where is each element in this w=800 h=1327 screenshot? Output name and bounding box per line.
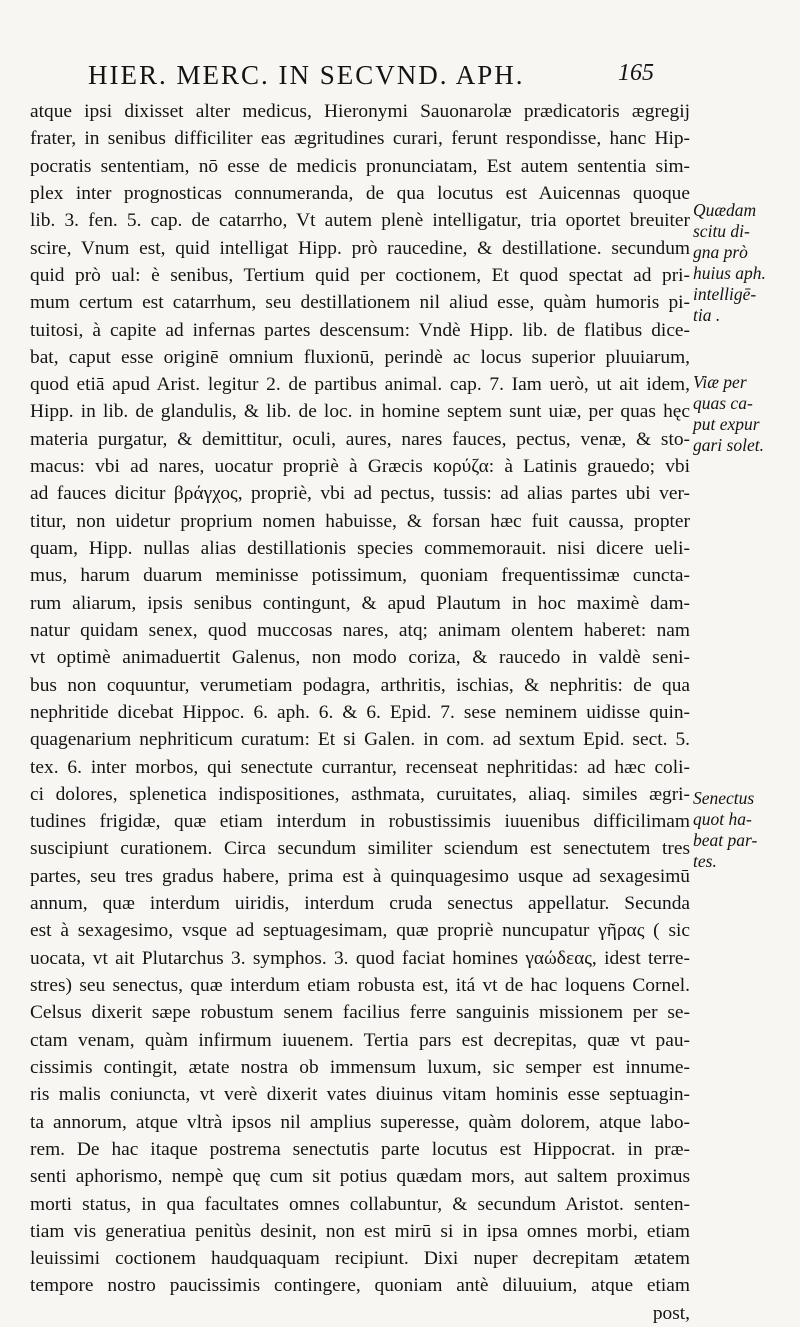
text-line: tiam vis generatiua penitùs desinit, non est mirū si in ipsa omnes morbi, etiam <box>30 1220 690 1242</box>
margin-note-line: gna prò <box>693 242 748 262</box>
text-line: lib. 3. fen. 5. cap. de catarrho, Vt autem plenè intelligatur, tria oportet breuiter <box>30 210 690 232</box>
margin-note-line: quas ca- <box>693 393 753 413</box>
text-line: materia purgatur, & demittitur, oculi, aures, nares fauces, pectus, venæ, & sto- <box>30 428 690 450</box>
text-line: Hipp. in lib. de glandulis, & lib. de loc. in homine septem sunt uiæ, per quas hęc <box>30 401 690 423</box>
text-line: frater, in senibus difficiliter eas ægritudines curari, ferunt respondisse, hanc Hip- <box>30 128 690 150</box>
text-line: natur quidam senex, quod muccosas nares, atq; animam olentem haberet: nam <box>30 619 690 641</box>
text-line: ta annorum, atque vltrà ipsos nil amplius superesse, quàm dolorem, atque labo- <box>30 1111 690 1133</box>
text-line: partes, seu tres gradus habere, prima est à quinquagesimo usque ad sexagesimū <box>30 865 690 887</box>
margin-note <box>693 200 793 326</box>
margin-note-line: quot ha- <box>693 809 752 829</box>
margin-note-line: Viæ per <box>693 372 747 392</box>
running-head: HIER. MERC. IN SECVND. APH. <box>88 60 525 90</box>
text-line: rum aliarum, ipsis senibus contingunt, & apud Plautum in hoc maximè dam- <box>30 592 690 614</box>
text-line: senti aphorismo, nempè quę cum sit potius quædam mors, aut saltem proximus <box>30 1166 690 1188</box>
text-line: tuitosi, à capite ad infernas partes descensum: Vndè Hipp. lib. de flatibus dice- <box>30 319 690 341</box>
text-line: tempore nostro paucissimis contingere, quoniam antè diluuium, atque etiam <box>30 1275 690 1297</box>
text-line: bat, caput esse originē omnium fluxionū, perindè ac locus superior pluuiarum, <box>30 346 690 368</box>
text-line: scire, Vnum est, quid intelligat Hipp. prò raucedine, & destillatione. secundum <box>30 237 690 259</box>
text-line: quagenarium nephriticum curatum: Et si Galen. in com. ad sextum Epid. sect. 5. <box>30 729 690 751</box>
catchword: post, <box>652 1302 690 1324</box>
text-line: morti status, in qua facultates omnes collabuntur, & secundum Aristot. senten- <box>30 1193 690 1215</box>
text-line: titur, non uidetur proprium nomen habuisse, & forsan hæc fuit caussa, propter <box>30 510 690 532</box>
margin-note-line: Senectus <box>693 788 755 808</box>
margin-note <box>693 788 793 872</box>
text-line: quod etiā apud Arist. legitur 2. de partibus animal. cap. 7. Iam uerò, ut ait idem, <box>30 374 690 396</box>
margin-note-line: tia . <box>693 305 721 325</box>
margin-note-line: Quædam <box>693 200 757 220</box>
text-line: atque ipsi dixisset alter medicus, Hieronymi Sauonarolæ prædicatoris ægregij <box>30 101 690 122</box>
margin-note-line: gari solet. <box>693 435 764 455</box>
text-line: cissimis contingit, ætate nostra ob immensum luxum, sic semper est innume- <box>30 1056 690 1078</box>
text-line: leuissimi coctionem haudquaquam recipiunt. Dixi nuper decrepitam ætatem <box>30 1248 690 1270</box>
margin-note-line: beat par- <box>693 830 758 850</box>
text-line: rem. De hac itaque postrema senectutis parte locutus est Hippocrat. in præ- <box>30 1138 690 1160</box>
text-line: tex. 6. inter morbos, qui senectute currantur, recenseat nephritidas: ad hæc coli- <box>30 756 690 778</box>
margin-note-line: tes. <box>693 851 717 871</box>
margin-note-line: scitu di- <box>693 221 750 241</box>
text-line: nephritide dicebat Hippoc. 6. aph. 6. & 6. Epid. 7. sese neminem uidisse quin- <box>30 701 690 723</box>
text-line: Celsus dixerit sæpe robustum senem facilius ferre sanguinis missionem per se- <box>30 1002 690 1024</box>
text-line: annum, quæ interdum uiridis, interdum cruda senectus appellatur. Secunda <box>30 893 690 915</box>
text-line: bus non coquuntur, verumetiam podagra, arthritis, ischias, & nephritis: de qua <box>30 674 690 696</box>
text-line: macus: vbi ad nares, uocatur propriè à Græcis κορύζα: à Latinis grauedo; vbi <box>30 456 690 478</box>
text-line: quid prò ual: è senibus, Tertium quid per coctionem, Et quod spectat ad pri- <box>30 264 690 286</box>
text-line: pocratis sententiam, nō esse de medicis pronunciatam, Est autem sententia sim- <box>30 155 690 177</box>
text-line: stres) seu senectus, quæ interdum etiam robusta est, itá vt de hac loquens Cornel. <box>30 975 690 996</box>
margin-note-line: put expur <box>693 414 760 434</box>
body-text <box>30 98 690 1327</box>
text-line: plex inter prognosticas connumeranda, de qua locutus est Auicennas quoque <box>30 182 690 204</box>
text-line: ctam venam, quàm infirmum iuuenem. Tertia pars est decrepitas, quæ vt pau- <box>30 1029 690 1051</box>
margin-note-line: intelligē- <box>693 284 757 304</box>
text-line: ad fauces dicitur βράγχος, propriè, vbi ad pectus, tussis: ad alias partes ubi ver- <box>30 483 690 505</box>
text-line: mus, harum duarum meminisse potissimum, quoniam frequentissimæ cuncta- <box>30 565 690 587</box>
text-line: ris malis coniuncta, vt verè dixerit vates diuinus vitam hominis esse septuagin- <box>30 1084 690 1106</box>
text-line: suscipiunt curationem. Circa secundum similiter sciendum est senectutem tres <box>30 838 690 860</box>
text-line: est à sexagesimo, vsque ad septuagesimam, quæ propriè nuncupatur γῆρας ( sic <box>30 920 690 942</box>
text-line: ci dolores, splenetica indispositiones, asthmata, curuitates, aliaq. similes ægri- <box>30 783 690 805</box>
page-number: 165 <box>618 60 654 86</box>
text-line: uocata, vt ait Plutarchus 3. symphos. 3. quod faciat homines γαώδεας, idest terre- <box>30 947 690 969</box>
text-line: quam, Hipp. nullas alias destillationis species commemorauit. nisi dicere ueli- <box>30 538 690 559</box>
text-line: vt optimè animaduertit Galenus, non modo coriza, & raucedo in valdè seni- <box>30 647 690 669</box>
margin-note <box>693 372 793 456</box>
text-line: mum certum est catarrhum, seu destillationem nil aliud esse, quàm humoris pi- <box>30 292 690 314</box>
text-line: tudines frigidæ, quæ etiam interdum in robustissimis iuuenibus difficilimam <box>30 811 690 833</box>
margin-note-line: huius aph. <box>693 263 766 283</box>
